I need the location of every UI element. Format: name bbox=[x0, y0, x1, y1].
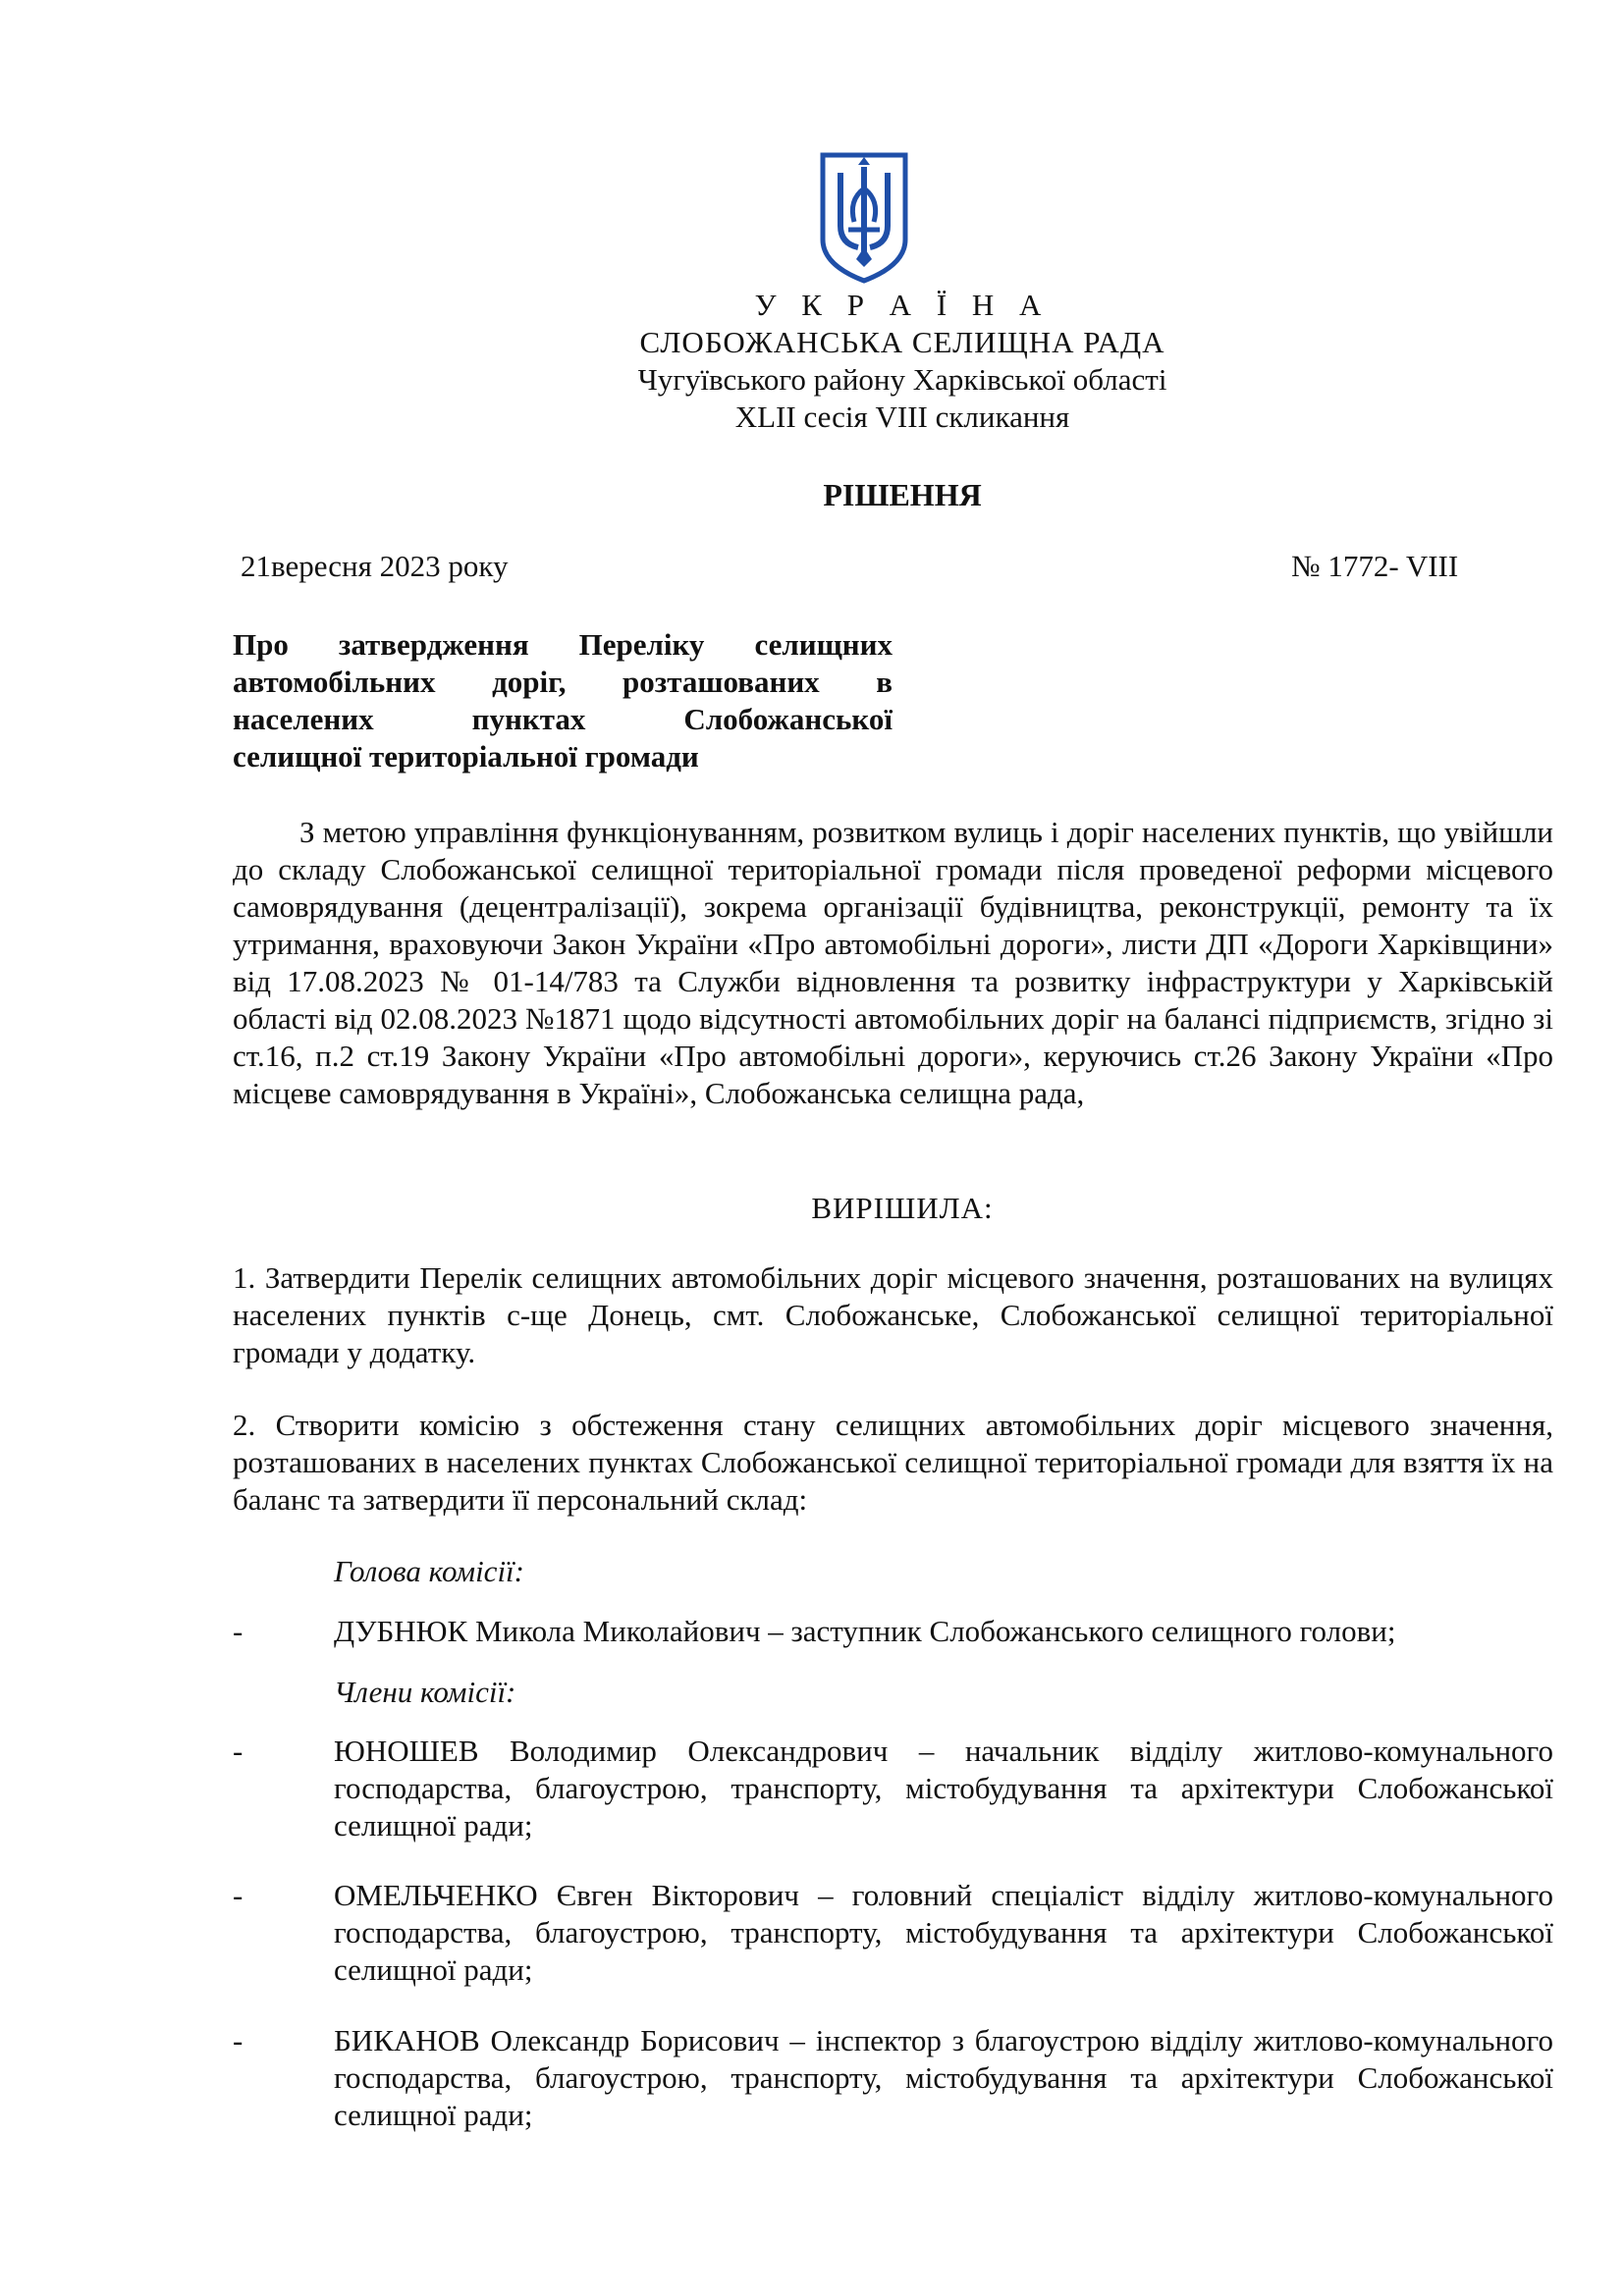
document-subject bbox=[233, 626, 893, 775]
subject-line: автомобільних доріг, розташованих в bbox=[233, 665, 893, 699]
session-info: XLII сесія VIII скликання bbox=[734, 400, 1070, 434]
decision-item-1: 1. Затвердити Перелік селищних автомобільних доріг місцевого значення, розташованих на вулицях населених пунктів с-ще Донець, смт. Слобожанське, Слобожанської селищної територіальної громади у додатку. bbox=[233, 1260, 1553, 1369]
council-name: СЛОБОЖАНСЬКА СЕЛИЩНА РАДА bbox=[639, 325, 1165, 359]
subject-line: селищної територіальної громади bbox=[233, 739, 699, 774]
subject-line: Про затвердження Переліку селищних bbox=[233, 627, 893, 662]
subject-line: населених пунктах Слобожанської bbox=[233, 702, 893, 736]
coat-of-arms-icon bbox=[815, 149, 913, 287]
commission-head-label: Голова комісії: bbox=[334, 1554, 524, 1588]
document-type: РІШЕННЯ bbox=[823, 477, 982, 512]
commission-member-entry: ОМЕЛЬЧЕНКО Євген Вікторович – головний спеціаліст відділу житлово-комунального господарства, благоустрою, транспорту, містобудування та архітектури Слобожанської селищної ради; bbox=[334, 1878, 1553, 1987]
document-number: № 1772- VIII bbox=[1291, 549, 1459, 583]
district-name: Чугуївського району Харківської області bbox=[637, 362, 1167, 397]
commission-members-label: Члени комісії: bbox=[334, 1675, 516, 1709]
commission-member-entry: БИКАНОВ Олександр Борисович – інспектор з благоустрою відділу житлово-комунального господарства, благоустрою, транспорту, містобудування та архітектури Слобожанської селищної ради; bbox=[334, 2023, 1553, 2132]
list-dash: - bbox=[233, 2023, 244, 2057]
decision-item-2: 2. Створити комісію з обстеження стану селищних автомобільних доріг місцевого значення, розташованих в населених пунктах Слобожанської селищної територіальної громади для взяття їх на баланс та затвердити її персональний склад: bbox=[233, 1408, 1553, 1517]
country-name: У К Р А Ї Н А bbox=[754, 288, 1051, 322]
list-dash: - bbox=[233, 1734, 244, 1768]
commission-member-entry: ЮНОШЕВ Володимир Олександрович – начальник відділу житлово-комунального господарства, благоустрою, транспорту, містобудування та архітектури Слобожанської селищної ради; bbox=[334, 1734, 1553, 1842]
list-dash: - bbox=[233, 1878, 244, 1912]
resolved-heading: ВИРІШИЛА: bbox=[811, 1191, 994, 1225]
document-date: 21вересня 2023 року bbox=[241, 549, 509, 583]
commission-head-entry: ДУБНЮК Микола Миколайович – заступник Слобожанського селищного голови; bbox=[334, 1614, 1396, 1648]
list-dash: - bbox=[233, 1614, 244, 1648]
preamble-paragraph: З метою управління функціонуванням, розвитком вулиць і доріг населених пунктів, що увійшли до складу Слобожанської селищної територіальної громади після проведеної реформи місцевого самоврядування (децентралізації), зокрема організації будівництва, реконструкції, ремонту та їх утримання, враховуючи Закон України «Про автомобільні дороги», листи ДП «Дороги Харківщини» від 17.08.2023 № 01-14/783 та Служби відновлення та розвитку інфраструктури у Харківській області від 02.08.2023 №1871 щодо відсутності автомобільних доріг на балансі підприємств, згідно зі ст.16, п.2 ст.19 Закону України «Про автомобільні дороги», керуючись ст.26 Закону України «Про місцеве самоврядування в Україні», Слобожанська селищна рада, bbox=[233, 815, 1553, 1110]
